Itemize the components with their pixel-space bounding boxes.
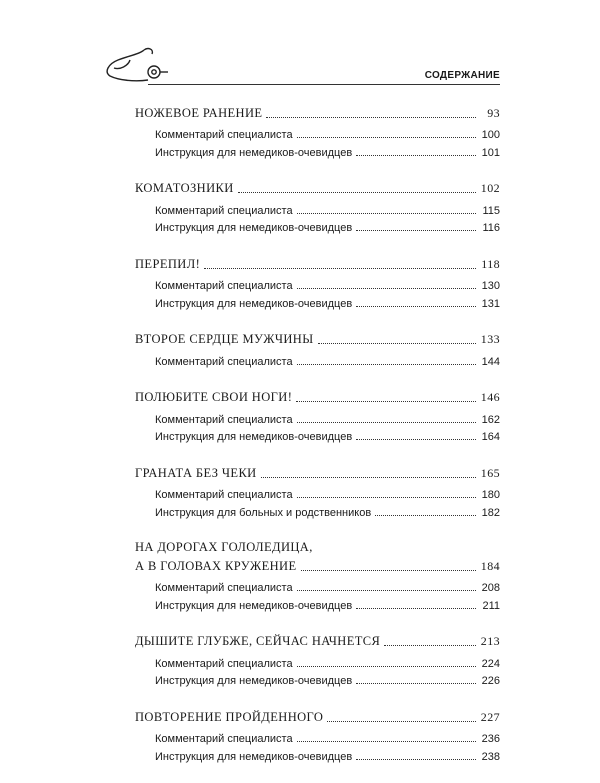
toc-chapter-entry[interactable] xyxy=(135,556,500,574)
stethoscope-icon xyxy=(104,46,168,82)
sub-entry-page-number: 236 xyxy=(481,733,500,745)
toc-chapter-entry[interactable] xyxy=(135,632,500,650)
sub-entry-title: Комментарий специалиста xyxy=(155,657,293,670)
toc-section xyxy=(135,539,500,612)
sub-entry-title: Инструкция для немедиков-очевидцев xyxy=(155,297,353,310)
toc-sub-entry[interactable] xyxy=(135,426,500,444)
toc-chapter-entry[interactable] xyxy=(135,179,500,197)
header-rule xyxy=(148,84,500,85)
table-of-contents xyxy=(135,103,500,783)
dot-leader xyxy=(297,741,476,742)
dot-leader xyxy=(238,192,476,193)
sub-entry-title: Инструкция для немедиков-очевидцев xyxy=(155,599,353,612)
page-header-title: СОДЕРЖАНИЕ xyxy=(424,70,500,81)
sub-entry-page-number: 208 xyxy=(481,582,500,594)
toc-section xyxy=(135,179,500,235)
dot-leader xyxy=(261,477,476,478)
toc-sub-entry[interactable] xyxy=(135,728,500,746)
dot-leader xyxy=(356,439,476,440)
sub-entry-page-number: 182 xyxy=(481,506,500,519)
chapter-page-number: 227 xyxy=(480,709,500,724)
toc-chapter-entry[interactable] xyxy=(135,330,500,348)
toc-sub-entry[interactable] xyxy=(135,217,500,235)
sub-entry-page-number: 224 xyxy=(481,657,500,670)
toc-sub-entry[interactable] xyxy=(135,199,500,217)
sub-entry-page-number: 130 xyxy=(481,280,500,292)
toc-sub-entry[interactable] xyxy=(135,350,500,368)
chapter-title: ПЕРЕПИЛ! xyxy=(135,256,201,271)
chapter-page-number: 165 xyxy=(480,465,500,480)
sub-entry-title: Инструкция для немедиков-очевидцев xyxy=(155,750,353,763)
sub-entry-title: Комментарий специалиста xyxy=(155,582,293,594)
sub-entry-title: Инструкция для больных и родственников xyxy=(155,506,372,519)
toc-section xyxy=(135,707,500,763)
chapter-page-number: 102 xyxy=(480,181,500,195)
dot-leader xyxy=(296,401,476,402)
toc-section xyxy=(135,330,500,368)
chapter-page-number: 184 xyxy=(480,558,500,573)
sub-entry-title: Инструкция для немедиков-очевидцев xyxy=(155,675,353,687)
dot-leader xyxy=(356,155,476,156)
sub-entry-page-number: 164 xyxy=(481,431,500,443)
toc-sub-entry[interactable] xyxy=(135,124,500,142)
dot-leader xyxy=(297,666,476,667)
sub-entry-title: Комментарий специалиста xyxy=(155,413,293,426)
sub-entry-title: Комментарий специалиста xyxy=(155,733,293,745)
chapter-title: ДЫШИТЕ ГЛУБЖЕ, СЕЙЧАС НАЧНЕТСЯ xyxy=(135,634,381,648)
dot-leader xyxy=(384,645,476,646)
chapter-page-number: 213 xyxy=(480,634,500,648)
chapter-title: ПОЛЮБИТЕ СВОИ НОГИ! xyxy=(135,390,293,404)
dot-leader xyxy=(356,759,476,760)
toc-sub-entry[interactable] xyxy=(135,292,500,310)
dot-leader xyxy=(356,683,476,684)
toc-sub-entry[interactable] xyxy=(135,484,500,502)
sub-entry-title: Инструкция для немедиков-очевидцев xyxy=(155,222,353,234)
toc-sub-entry[interactable] xyxy=(135,577,500,595)
sub-entry-title: Комментарий специалиста xyxy=(155,204,293,217)
toc-section xyxy=(135,254,500,310)
toc-chapter-entry[interactable] xyxy=(135,254,500,272)
toc-sub-entry[interactable] xyxy=(135,745,500,763)
sub-entry-title: Комментарий специалиста xyxy=(155,280,293,292)
dot-leader xyxy=(297,422,476,423)
chapter-title: ГРАНАТА БЕЗ ЧЕКИ xyxy=(135,465,257,480)
toc-sub-entry[interactable] xyxy=(135,594,500,612)
dot-leader xyxy=(204,268,476,269)
sub-entry-page-number: 115 xyxy=(482,204,500,217)
chapter-title: КОМАТОЗНИКИ xyxy=(135,181,234,195)
toc-sub-entry[interactable] xyxy=(135,652,500,670)
toc-section xyxy=(135,463,500,519)
dot-leader xyxy=(266,117,476,118)
sub-entry-page-number: 116 xyxy=(482,222,500,234)
toc-sub-entry[interactable] xyxy=(135,501,500,519)
dot-leader xyxy=(327,721,476,722)
toc-chapter-entry[interactable] xyxy=(135,463,500,481)
toc-sub-entry[interactable] xyxy=(135,670,500,688)
dot-leader xyxy=(356,306,476,307)
sub-entry-page-number: 238 xyxy=(481,750,500,763)
dot-leader xyxy=(375,515,476,516)
chapter-page-number: 93 xyxy=(487,105,500,120)
sub-entry-title: Комментарий специалиста xyxy=(155,355,293,368)
dot-leader xyxy=(356,608,476,609)
chapter-title-line: НА ДОРОГАХ ГОЛОЛЕДИЦА, xyxy=(135,539,313,554)
dot-leader xyxy=(297,497,476,498)
dot-leader xyxy=(297,288,476,289)
chapter-title: ПОВТОРЕНИЕ ПРОЙДЕННОГО xyxy=(135,709,324,724)
toc-section xyxy=(135,388,500,444)
sub-entry-page-number: 100 xyxy=(481,129,500,141)
sub-entry-page-number: 131 xyxy=(481,297,500,310)
sub-entry-page-number: 101 xyxy=(481,146,500,159)
sub-entry-title: Инструкция для немедиков-очевидцев xyxy=(155,431,353,443)
dot-leader xyxy=(297,590,476,591)
toc-section xyxy=(135,632,500,688)
chapter-title: ВТОРОЕ СЕРДЦЕ МУЖЧИНЫ xyxy=(135,332,314,346)
dot-leader xyxy=(297,137,476,138)
toc-chapter-entry[interactable] xyxy=(135,103,500,121)
sub-entry-title: Инструкция для немедиков-очевидцев xyxy=(155,146,353,159)
chapter-title: НОЖЕВОЕ РАНЕНИЕ xyxy=(135,105,263,120)
dot-leader xyxy=(297,213,476,214)
chapter-title: А В ГОЛОВАХ КРУЖЕНИЕ xyxy=(135,558,297,573)
sub-entry-page-number: 162 xyxy=(481,413,500,426)
sub-entry-page-number: 180 xyxy=(481,489,500,501)
toc-chapter-entry[interactable] xyxy=(135,388,500,406)
sub-entry-title: Комментарий специалиста xyxy=(155,489,293,501)
toc-sub-entry[interactable] xyxy=(135,408,500,426)
dot-leader xyxy=(318,343,476,344)
dot-leader xyxy=(301,570,476,571)
sub-entry-title: Комментарий специалиста xyxy=(155,129,293,141)
toc-chapter-entry[interactable] xyxy=(135,707,500,725)
sub-entry-page-number: 211 xyxy=(482,599,500,612)
dot-leader xyxy=(356,230,476,231)
toc-sub-entry[interactable] xyxy=(135,275,500,293)
toc-sub-entry[interactable] xyxy=(135,141,500,159)
dot-leader xyxy=(297,364,476,365)
sub-entry-page-number: 144 xyxy=(481,355,500,368)
chapter-page-number: 133 xyxy=(480,332,500,346)
chapter-page-number: 118 xyxy=(481,256,500,271)
sub-entry-page-number: 226 xyxy=(481,675,500,687)
toc-section xyxy=(135,103,500,159)
chapter-page-number: 146 xyxy=(480,390,500,404)
